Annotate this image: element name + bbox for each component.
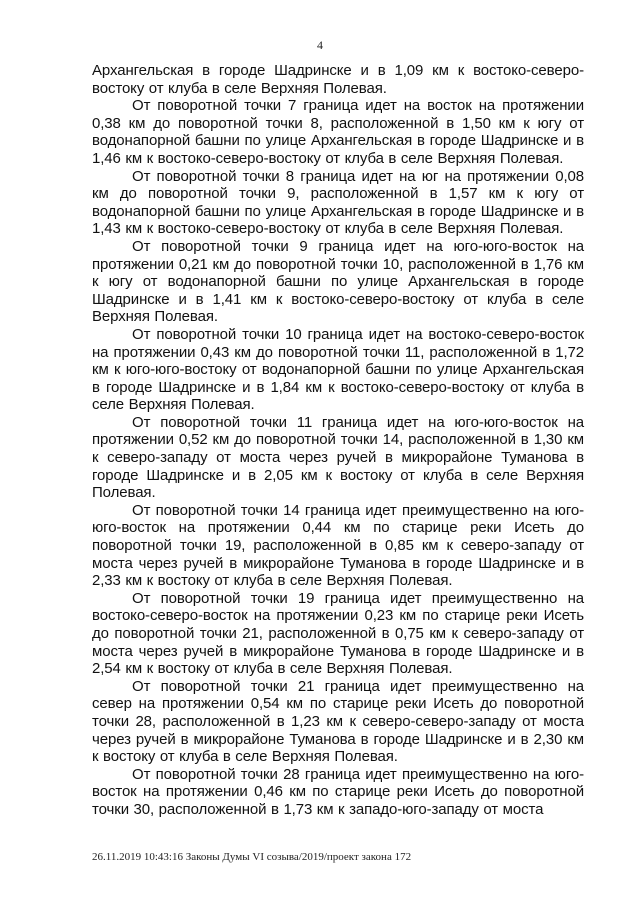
paragraph: От поворотной точки 14 граница идет преимущественно на юго-юго-восток на протяжении 0,44 км по старице реки Исеть до поворотной точки 19, расположенной в 0,85 км к северо-западу от моста через ручей в микрорайоне Туманова в городе Шадринске и в 2,33 км к востоку от клуба в селе Верхняя Полевая. xyxy=(92,501,584,590)
paragraph: От поворотной точки 21 граница идет преимущественно на север на протяжении 0,54 км по старице реки Исеть до поворотной точки 28, расположенной в 1,23 км к северо-северо-западу от моста через ручей в микрорайоне Туманова в городе Шадринске и в 2,30 км к востоку от клуба в селе Верхняя Полевая. xyxy=(92,677,584,766)
paragraph: Архангельская в городе Шадринске и в 1,09 км к востоко-северо-востоку от клуба в селе Верхняя Полевая. xyxy=(92,62,584,97)
paragraph: От поворотной точки 28 граница идет преимущественно на юго-восток на протяжении 0,46 км по старице реки Исеть до поворотной точки 30, расположенной в 1,73 км к западо-юго-западу от моста xyxy=(92,765,584,818)
paragraph: От поворотной точки 8 граница идет на юг на протяжении 0,08 км до поворотной точки 9, расположенной в 1,57 км к югу от водонапорной башни по улице Архангельская в городе Шадринске и в 1,43 км к востоко-северо-востоку от клуба в селе Верхняя Полевая. xyxy=(92,167,584,238)
document-footer: 26.11.2019 10:43:16 Законы Думы VI созыва/2019/проект закона 172 xyxy=(92,851,412,863)
document-body xyxy=(92,62,584,819)
paragraph: От поворотной точки 11 граница идет на юго-юго-восток на протяжении 0,52 км до поворотной точки 14, расположенной в 1,30 км к северо-западу от моста через ручей в микрорайоне Туманова в городе Шадринске и в 2,05 км к востоку от клуба в селе Верхняя Полевая. xyxy=(92,413,584,502)
paragraph: От поворотной точки 7 граница идет на восток на протяжении 0,38 км до поворотной точки 8, расположенной в 1,50 км к югу от водонапорной башни по улице Архангельская в городе Шадринске и в 1,46 км к востоко-северо-востоку от клуба в селе Верхняя Полевая. xyxy=(92,97,584,167)
paragraph: От поворотной точки 10 граница идет на востоко-северо-восток на протяжении 0,43 км до поворотной точки 11, расположенной в 1,72 км к юго-юго-востоку от водонапорной башни по улице Архангельская в городе Шадринске и в 1,84 км к востоко-северо-востоку от клуба в селе Верхняя Полевая. xyxy=(92,325,584,414)
paragraph: От поворотной точки 9 граница идет на юго-юго-восток на протяжении 0,21 км до поворотной точки 10, расположенной в 1,76 км к югу от водонапорной башни по улице Архангельская в городе Шадринске и в 1,41 км к востоко-северо-востоку от клуба в селе Верхняя Полевая. xyxy=(92,237,584,326)
paragraph: От поворотной точки 19 граница идет преимущественно на востоко-северо-восток на протяжении 0,23 км по старице реки Исеть до поворотной точки 21, расположенной в 0,75 км к северо-западу от моста через ручей в микрорайоне Туманова в городе Шадринске и в 2,54 км к востоку от клуба в селе Верхняя Полевая. xyxy=(92,589,584,678)
page-number: 4 xyxy=(317,38,323,52)
